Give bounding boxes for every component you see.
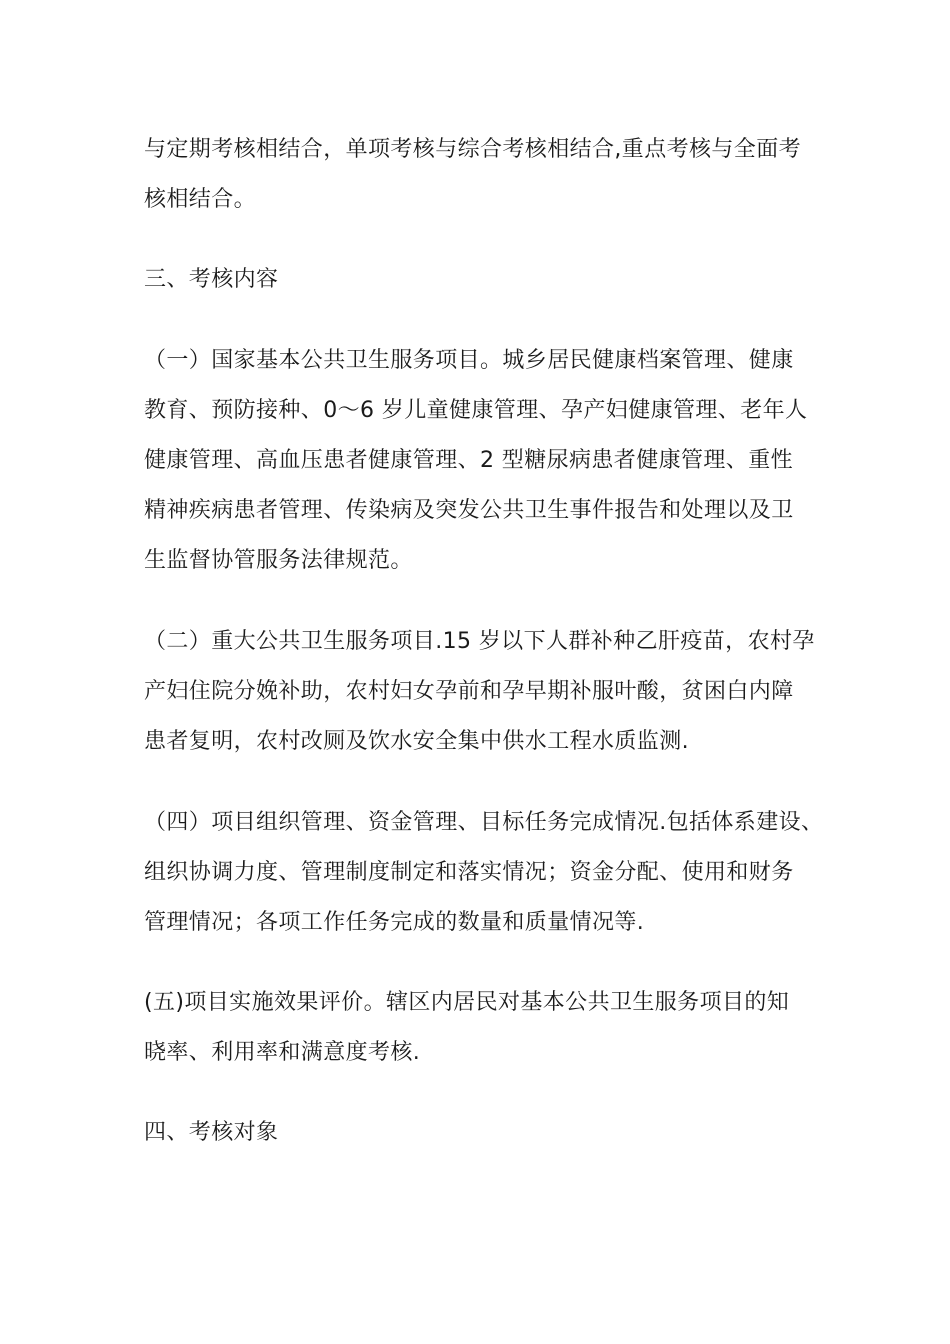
section-heading: 三、考核内容 — [144, 267, 279, 292]
paragraph-line: 教育、预防接种、0～6 岁儿童健康管理、孕产妇健康管理、老年人 — [144, 398, 808, 423]
paragraph-line: 健康管理、高血压患者健康管理、2 型糖尿病患者健康管理、重性 — [144, 448, 793, 473]
paragraph-line: （一）国家基本公共卫生服务项目。城乡居民健康档案管理、健康 — [144, 348, 794, 373]
paragraph-line: 产妇住院分娩补助，农村妇女孕前和孕早期补服叶酸，贫困白内障 — [144, 679, 794, 704]
paragraph-line: （四）项目组织管理、资金管理、目标任务完成情况.包括体系建设、 — [144, 810, 824, 835]
paragraph-line: 晓率、利用率和满意度考核. — [144, 1040, 421, 1065]
paragraph-line: 精神疾病患者管理、传染病及突发公共卫生事件报告和处理以及卫 — [144, 498, 794, 523]
paragraph-line: （二）重大公共卫生服务项目.15 岁以下人群补种乙肝疫苗，农村孕 — [144, 629, 815, 654]
paragraph-line: 组织协调力度、管理制度制定和落实情况；资金分配、使用和财务 — [144, 860, 794, 885]
paragraph-line: 管理情况；各项工作任务完成的数量和质量情况等. — [144, 910, 645, 935]
paragraph-line: 核相结合。 — [144, 187, 257, 212]
paragraph-line: 生监督协管服务法律规范。 — [144, 548, 413, 573]
paragraph-line: (五)项目实施效果评价。辖区内居民对基本公共卫生服务项目的知 — [144, 990, 790, 1015]
paragraph-line: 与定期考核相结合，单项考核与综合考核相结合,重点考核与全面考 — [144, 137, 801, 162]
section-heading: 四、考核对象 — [144, 1120, 279, 1145]
paragraph-line: 患者复明，农村改厕及饮水安全集中供水工程水质监测. — [144, 729, 689, 754]
